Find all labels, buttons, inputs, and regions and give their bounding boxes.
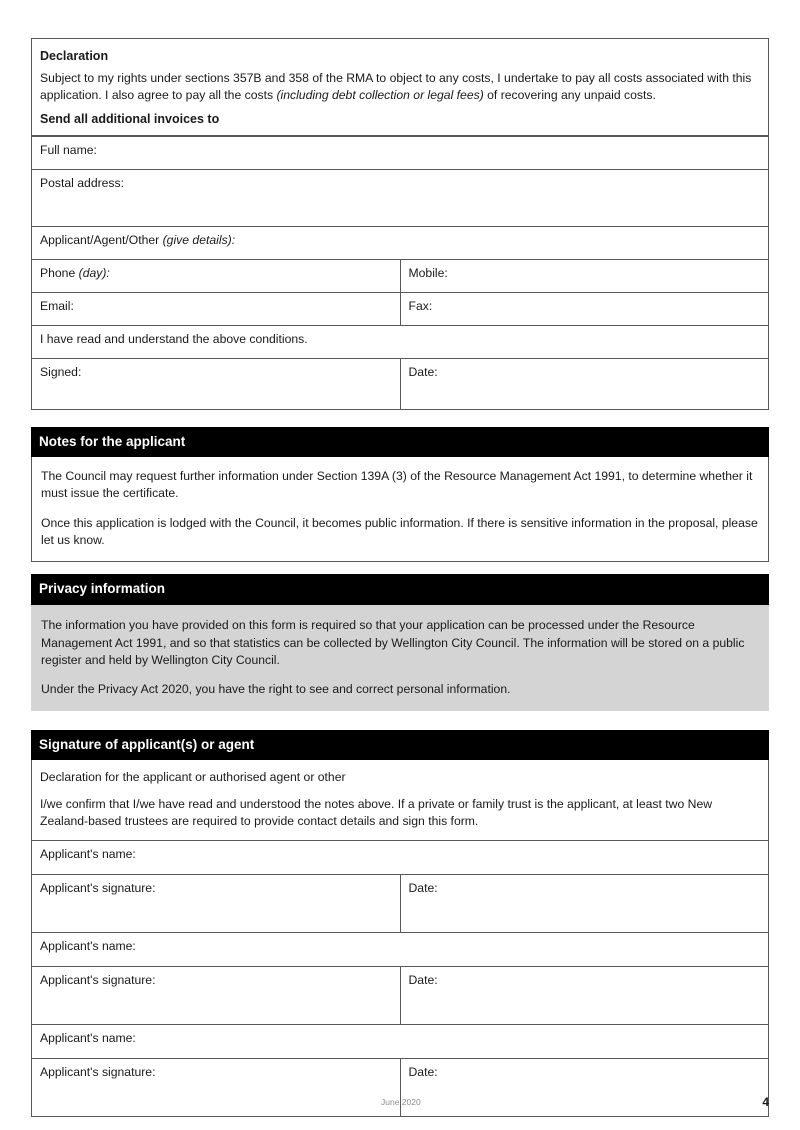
signature-date-cell-2[interactable]	[400, 967, 769, 1025]
postal-address-cell[interactable]	[32, 169, 769, 226]
applicant-signature-label: Applicant's signature:	[40, 973, 156, 988]
applicant-name-label: Applicant's name:	[40, 847, 136, 862]
applicant-agent-other-cell[interactable]	[32, 226, 769, 259]
table-row-phone-mobile	[32, 259, 769, 292]
signature-section	[31, 730, 769, 1117]
mobile-cell[interactable]	[400, 259, 769, 292]
notes-section	[31, 427, 769, 563]
declaration-body-part1: Subject to my rights under sections 357B and 358 of the RMA to object to any costs, I undertake to pay all costs associated with this application. I also agree to pay all the costs	[40, 71, 752, 103]
signature-intro-line-1: Declaration for the applicant or authorised agent or other	[40, 770, 346, 785]
signature-date-label: Date:	[408, 1065, 438, 1080]
spacer-after-notes	[31, 562, 769, 574]
signed-label: Signed:	[40, 364, 82, 379]
privacy-paragraph-2: Under the Privacy Act 2020, you have the right to see and correct personal information.	[41, 682, 511, 697]
signature-header: Signature of applicant(s) or agent	[31, 730, 769, 761]
declaration-intro	[32, 39, 768, 136]
privacy-header: Privacy information	[31, 574, 769, 605]
declaration-date-label: Date:	[408, 364, 438, 379]
privacy-paragraph-1: The information you have provided on this form is required so that your application can be processed under the Resource Management Act 1991, and so that statistics can be collected by Wellington City Council. The information will be stored on a public register and held by Wellington City Council.	[41, 617, 745, 668]
table-row	[32, 1025, 769, 1059]
applicant-name-cell-2[interactable]	[32, 933, 769, 967]
footer-page-number: 4	[762, 1095, 769, 1109]
table-row-signed-date	[32, 358, 769, 409]
phone-label: Phone	[40, 265, 79, 280]
applicant-name-label: Applicant's name:	[40, 939, 136, 954]
applicant-signature-cell-1[interactable]	[32, 875, 401, 933]
signature-intro-line-2: I/we confirm that I/we have read and understood the notes above. If a private or family trust is the applicant, at least two New Zealand-based trustees are required to provide contact details and sign this form.	[40, 796, 713, 828]
email-label: Email:	[40, 298, 74, 313]
fax-label: Fax:	[408, 298, 433, 313]
applicant-agent-other-hint: (give details):	[162, 232, 236, 247]
notes-paragraph-2: Once this application is lodged with the Council, it becomes public information. If there is sensitive information in the proposal, please let us know.	[41, 515, 758, 548]
table-row-applicant-agent-other	[32, 226, 769, 259]
applicant-agent-other-label: Applicant/Agent/Other	[40, 232, 163, 247]
applicant-signature-cell-2[interactable]	[32, 967, 401, 1025]
applicant-name-cell-3[interactable]	[32, 1025, 769, 1059]
send-invoices-label: Send all additional invoices to	[40, 111, 220, 126]
spacer-after-declaration	[31, 410, 769, 427]
page-footer	[31, 1097, 769, 1115]
signature-table	[31, 840, 769, 1117]
table-row-postal-address	[32, 169, 769, 226]
signature-date-label: Date:	[408, 973, 438, 988]
declaration-body-italic: (including debt collection or legal fees)	[276, 88, 484, 103]
fax-cell[interactable]	[400, 292, 769, 325]
postal-address-label: Postal address:	[40, 175, 125, 190]
read-understand-label: I have read and understand the above conditions.	[40, 331, 308, 346]
privacy-body	[31, 605, 769, 711]
signature-date-cell-1[interactable]	[400, 875, 769, 933]
applicant-name-label: Applicant's name:	[40, 1031, 136, 1046]
table-row-full-name	[32, 136, 769, 169]
phone-hint: (day):	[78, 265, 110, 280]
declaration-section	[31, 38, 769, 136]
signature-intro	[31, 760, 769, 840]
full-name-label: Full name:	[40, 142, 97, 157]
full-name-cell[interactable]	[32, 136, 769, 169]
declaration-body	[40, 70, 760, 105]
notes-body	[31, 457, 769, 562]
applicant-signature-label: Applicant's signature:	[40, 1065, 156, 1080]
read-understand-cell	[32, 325, 769, 358]
table-row	[32, 967, 769, 1025]
declaration-body-part2: of recovering any unpaid costs.	[483, 88, 656, 103]
table-row	[32, 933, 769, 967]
footer-date: June 2020	[381, 1097, 421, 1107]
declaration-date-cell[interactable]	[400, 358, 769, 409]
document-page	[31, 0, 769, 1130]
spacer-after-privacy	[31, 711, 769, 730]
privacy-section	[31, 574, 769, 710]
email-cell[interactable]	[32, 292, 401, 325]
notes-paragraph-1: The Council may request further information under Section 139A (3) of the Resource Management Act 1991, to determine whether it must issue the certificate.	[41, 469, 753, 501]
signed-cell[interactable]	[32, 358, 401, 409]
table-row-read-understand	[32, 325, 769, 358]
table-row	[32, 841, 769, 875]
signature-date-label: Date:	[408, 881, 438, 896]
applicant-signature-label: Applicant's signature:	[40, 881, 156, 896]
table-row-email-fax	[32, 292, 769, 325]
applicant-name-cell-1[interactable]	[32, 841, 769, 875]
mobile-label: Mobile:	[408, 265, 448, 280]
notes-header: Notes for the applicant	[31, 427, 769, 458]
declaration-title: Declaration	[40, 49, 109, 63]
declaration-form-table	[31, 136, 769, 410]
table-row	[32, 875, 769, 933]
phone-cell[interactable]	[32, 259, 401, 292]
